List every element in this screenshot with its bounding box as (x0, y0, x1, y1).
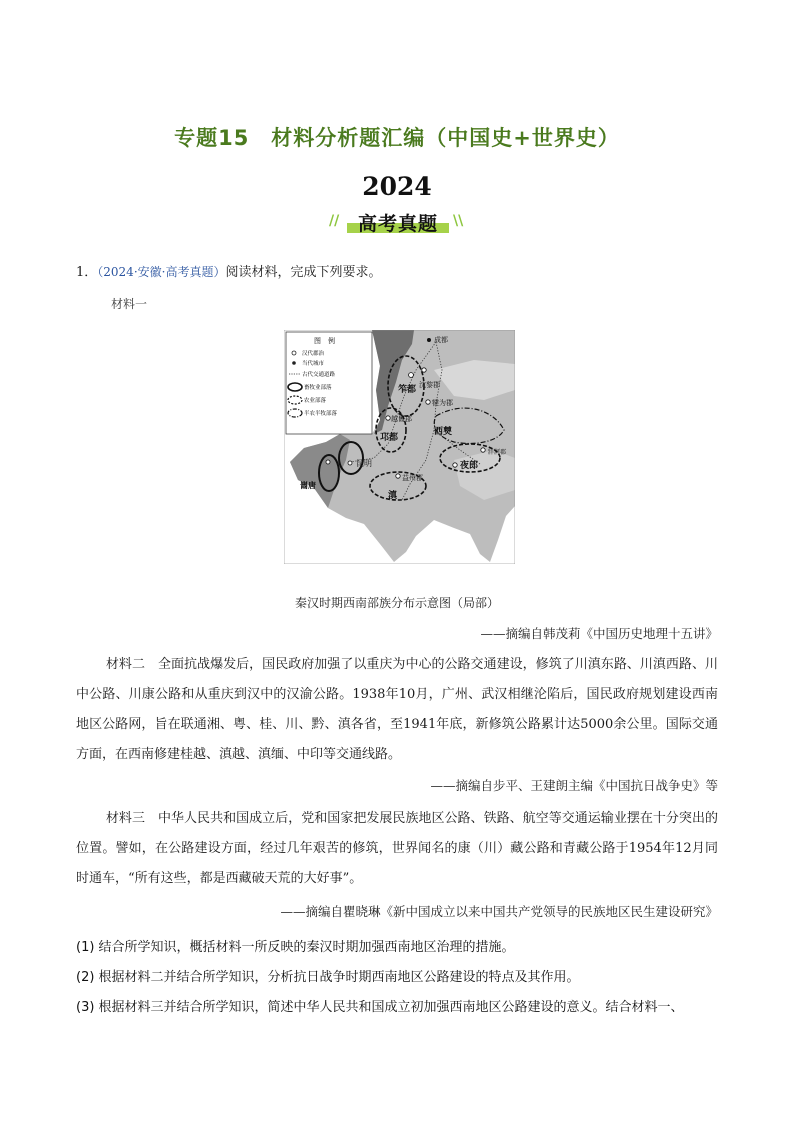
material1-citation: ——摘编自韩茂莉《中国历史地理十五讲》 (480, 626, 718, 641)
label-shenli: 沈黎郡 (419, 381, 440, 389)
year-heading: 2024 (362, 172, 432, 201)
document-title: 专题15 材料分析题汇编（中国史+世界史） (174, 126, 620, 150)
label-dian: 滇 (388, 491, 398, 501)
banner-left-slash: // (329, 213, 340, 229)
legend-title: 图 例 (314, 337, 335, 345)
label-yuexi: 越巂郡 (391, 415, 412, 423)
label-yelang: 夜郎 (460, 461, 479, 471)
question-number: 1． (76, 265, 98, 280)
marker-zuodu (409, 373, 414, 378)
label-kunming: 昆明 (356, 459, 372, 468)
marker-xitang (326, 460, 330, 464)
sub-question-1: (1) 结合所学知识，概括材料一所反映的秦汉时期加强西南地区治理的措施。 (76, 940, 515, 955)
marker-shenli (422, 368, 426, 372)
legend-label-commandery: 汉代郡治 (302, 351, 325, 357)
legend-label-city: 当代城市 (302, 361, 325, 367)
southwest-tribes-map (284, 330, 515, 564)
legend-label-agricultural: 农业部落 (304, 398, 327, 404)
material2-text: 材料二 全面抗战爆发后，国民政府加强了以重庆为中心的公路交通建设，修筑了川滇东路、川滇西路、川中公路、川康公路和从重庆到汉中的汉渝公路。1938年10月，广州、武汉相继沦陷后，国民政府规划建设西南地区公路网，旨在联通湘、粤、桂、川、黔、滇各省，至1941年底，新修筑公路累计达5000余公里。国际交通方面，在西南修建桂越、滇越、滇缅、中印等交通线路。 (76, 657, 718, 762)
section-banner (329, 205, 467, 235)
question-header (76, 261, 381, 280)
label-zuodu: 笮都 (398, 385, 417, 395)
label-jianwei: 犍为郡 (432, 399, 453, 407)
label-zangke: 牂牁郡 (488, 449, 507, 456)
material3-text: 材料三 中华人民共和国成立后，党和国家把发展民族地区公路、铁路、航空等交通运输业摆在十分突出的位置。譬如，在公路建设方面，经过几年艰苦的修筑，世界闻名的康（川）藏公路和青藏公路于1954年12月同时通车，“所有这些，都是西藏破天荒的大好事”。 (76, 811, 718, 886)
material1-label: 材料一 (111, 297, 148, 311)
marker-yuexi (386, 416, 390, 420)
sub-question-2: (2) 根据材料二并结合所学知识，分析抗日战争时期西南地区公路建设的特点及其作用。 (76, 970, 580, 985)
legend-label-road: 古代交通道路 (302, 372, 336, 378)
marker-kunming (348, 461, 352, 465)
sub-question-3: (3) 根据材料三并结合所学知识，简述中华人民共和国成立初加强西南地区公路建设的意义。结合材料一、 (76, 1000, 684, 1015)
label-chengdu: 成都 (434, 336, 448, 344)
label-qiongdu: 邛都 (380, 433, 399, 443)
material2-citation: ——摘编自步平、王建朗主编《中国抗日战争史》等 (430, 778, 718, 793)
question-source: （2024·安徽·高考真题） (97, 265, 226, 279)
material3-citation: ——摘编自瞿晓琳《新中国成立以来中国共产党领导的民族地区民生建设研究》 (280, 904, 718, 919)
marker-yelang (453, 463, 457, 467)
legend-label-semi-pastoral: 半农半牧部落 (304, 411, 338, 417)
legend-symbol-city (292, 361, 296, 365)
marker-jianwei (426, 400, 430, 404)
marker-zangke (481, 448, 485, 452)
label-yizhou: 益州郡 (402, 474, 423, 482)
question-prompt: 阅读材料，完成下列要求。 (225, 265, 382, 280)
banner-label: 高考真题 (357, 213, 438, 235)
marker-yizhou (396, 474, 400, 478)
map-caption: 秦汉时期西南部族分布示意图（局部） (294, 596, 499, 610)
marker-chengdu (427, 338, 431, 342)
label-xibo: 西僰 (434, 427, 453, 437)
banner-right-slash: \\ (453, 213, 464, 229)
legend-label-pastoral: 畜牧业部落 (304, 385, 332, 391)
label-xitang: 巂唐 (300, 481, 316, 490)
